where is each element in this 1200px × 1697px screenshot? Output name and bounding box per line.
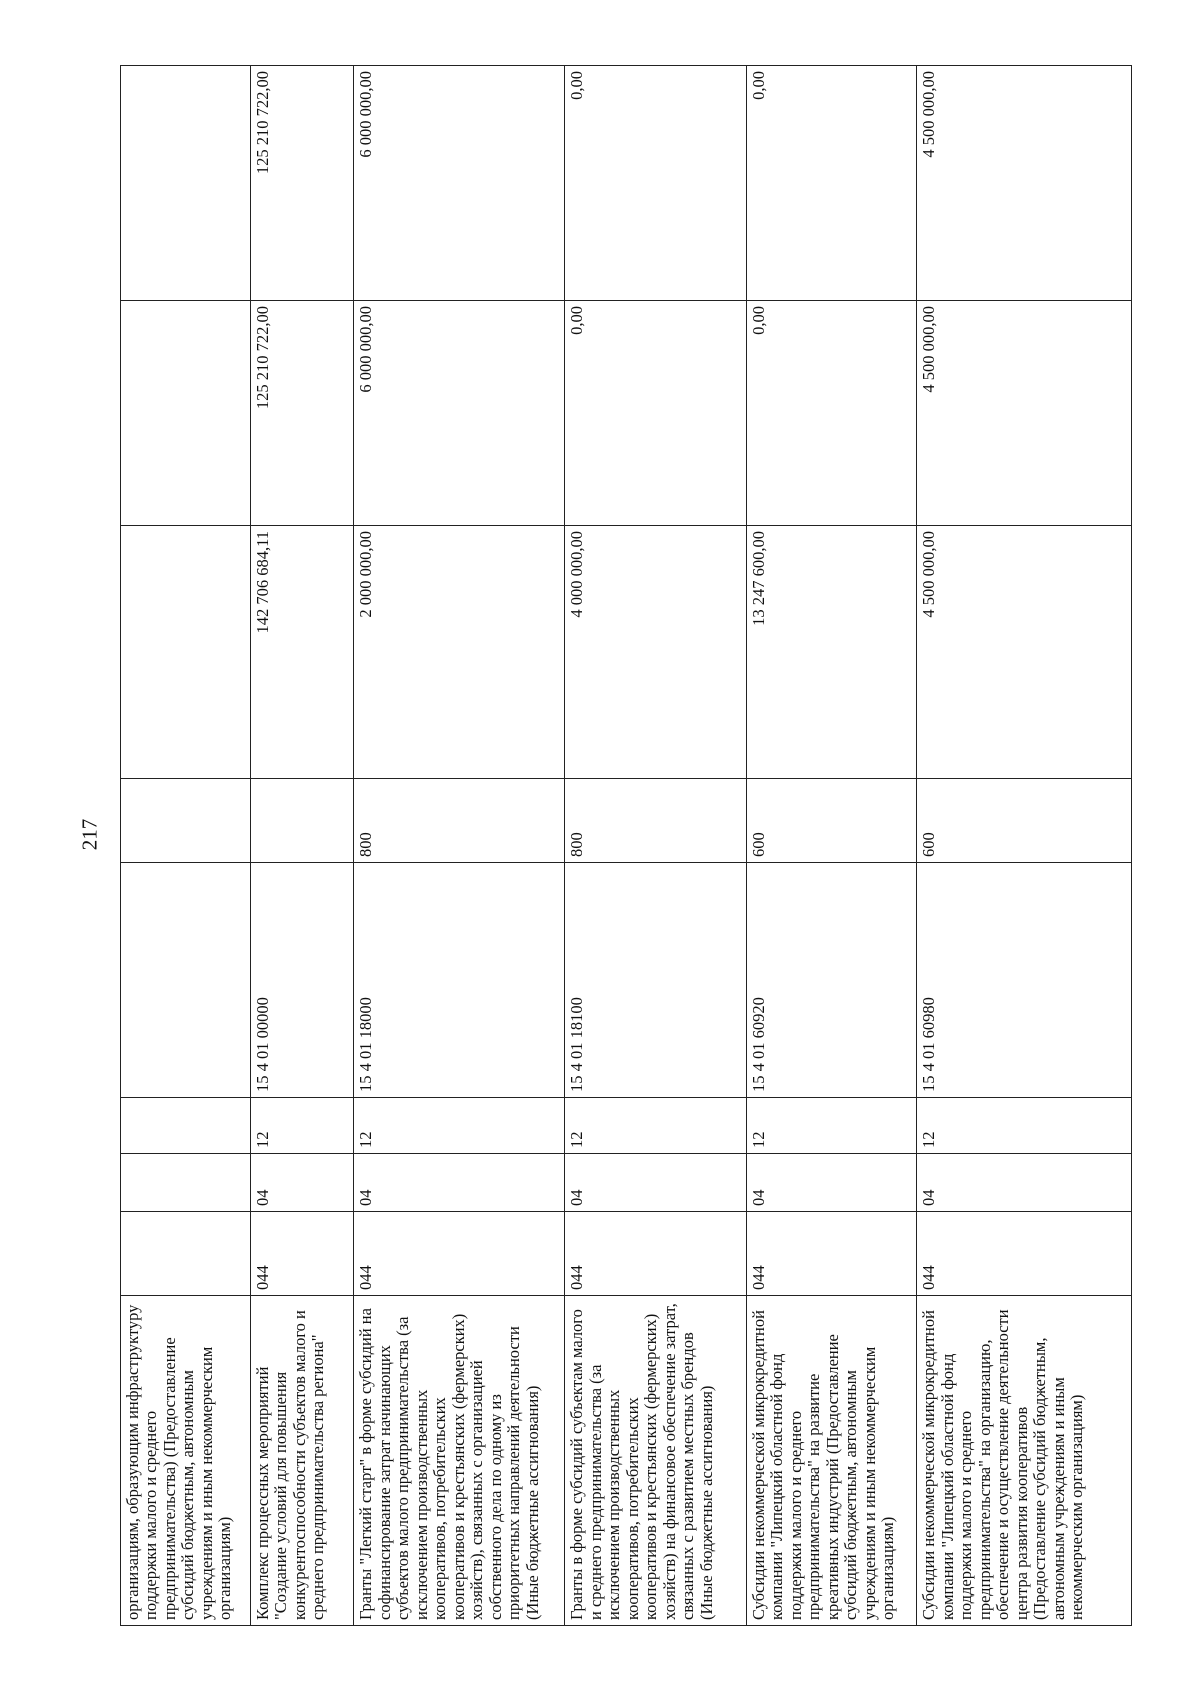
- section-code: 04: [565, 1154, 747, 1212]
- subsection-code: 12: [565, 1098, 747, 1154]
- section-code: [121, 1154, 251, 1212]
- amount-2: 0,00: [746, 301, 916, 526]
- subsection-code: 12: [917, 1098, 1132, 1154]
- subsection-code: 12: [250, 1098, 353, 1154]
- amount-3: 4 500 000,00: [917, 66, 1132, 301]
- amount-2: [121, 301, 251, 526]
- target-code: 15 4 01 18000: [354, 863, 565, 1098]
- amount-2: 6 000 000,00: [354, 301, 565, 526]
- target-code: [121, 863, 251, 1098]
- target-code: 15 4 01 00000: [250, 863, 353, 1098]
- row-description: Гранты в форме субсидий субъектам малого и среднего предпринимательства (за исключением производственных кооперативов, потребительских кооперативов и крестьянских (фермерских) хозяйств) на финансовое обеспечение затрат, связанных с развитием местных брендов (Иные бюджетные ассигнования): [565, 1296, 747, 1626]
- target-code: 15 4 01 18100: [565, 863, 747, 1098]
- amount-3: [121, 66, 251, 301]
- amount-1: 4 000 000,00: [565, 526, 747, 779]
- ministry-code: 044: [917, 1212, 1132, 1296]
- subsection-code: 12: [354, 1098, 565, 1154]
- page-number: 217: [77, 818, 102, 851]
- amount-2: 4 500 000,00: [917, 301, 1132, 526]
- section-code: 04: [354, 1154, 565, 1212]
- amount-2: 0,00: [565, 301, 747, 526]
- expense-type-code: [121, 779, 251, 863]
- subsection-code: 12: [746, 1098, 916, 1154]
- expense-type-code: 600: [917, 779, 1132, 863]
- ministry-code: 044: [250, 1212, 353, 1296]
- amount-1: 13 247 600,00: [746, 526, 916, 779]
- ministry-code: 044: [354, 1212, 565, 1296]
- ministry-code: 044: [746, 1212, 916, 1296]
- amount-3: 0,00: [565, 66, 747, 301]
- amount-1: 142 706 684,11: [250, 526, 353, 779]
- table-row: [917, 66, 1132, 1626]
- subsection-code: [121, 1098, 251, 1154]
- table-row: [250, 66, 353, 1626]
- amount-3: 6 000 000,00: [354, 66, 565, 301]
- table-row: [354, 66, 565, 1626]
- amount-3: 125 210 722,00: [250, 66, 353, 301]
- budget-table-container: [120, 66, 1200, 1620]
- amount-2: 125 210 722,00: [250, 301, 353, 526]
- row-description: Субсидии некоммерческой микрокредитной компании "Липецкий областной фонд поддержки малого и среднего предпринимательства" на организацию, обеспечение и осуществление деятельности центра развития кооперативов (Предоставление субсидий бюджетным, автономным учреждениям и иным некоммерческим организациям): [917, 1296, 1132, 1626]
- expense-type-code: 800: [565, 779, 747, 863]
- ministry-code: [121, 1212, 251, 1296]
- amount-1: 4 500 000,00: [917, 526, 1132, 779]
- ministry-code: 044: [565, 1212, 747, 1296]
- amount-1: [121, 526, 251, 779]
- table-row: [565, 66, 747, 1626]
- amount-1: 2 000 000,00: [354, 526, 565, 779]
- target-code: 15 4 01 60920: [746, 863, 916, 1098]
- section-code: 04: [917, 1154, 1132, 1212]
- expense-type-code: 800: [354, 779, 565, 863]
- row-description: Субсидии некоммерческой микрокредитной компании "Липецкий областной фонд поддержки малого и среднего предпринимательства" на развитие креативных индустрий (Предоставление субсидий бюджетным, автономным учреждениям и иным некоммерческим организациям): [746, 1296, 916, 1626]
- table-row: [121, 66, 251, 1626]
- budget-table: [120, 65, 1132, 1626]
- table-row: [746, 66, 916, 1626]
- row-description: Комплекс процессных мероприятий "Создание условий для повышения конкурентоспособности субъектов малого и среднего предпринимательства региона": [250, 1296, 353, 1626]
- expense-type-code: 600: [746, 779, 916, 863]
- amount-3: 0,00: [746, 66, 916, 301]
- row-description: организациям, образующим инфраструктуру поддержки малого и среднего предпринимательства) (Предоставление субсидий бюджетным, автономным учреждениям и иным некоммерческим организациям): [121, 1296, 251, 1626]
- expense-type-code: [250, 779, 353, 863]
- section-code: 04: [250, 1154, 353, 1212]
- target-code: 15 4 01 60980: [917, 863, 1132, 1098]
- row-description: Гранты "Легкий старт" в форме субсидий на софинансирование затрат начинающих субъектов малого предпринимательства (за исключением производственных кооперативов, потребительских кооперативов и крестьянских (фермерских) хозяйств), связанных с организацией собственного дела по одному из приоритетных направлений деятельности (Иные бюджетные ассигнования): [354, 1296, 565, 1626]
- section-code: 04: [746, 1154, 916, 1212]
